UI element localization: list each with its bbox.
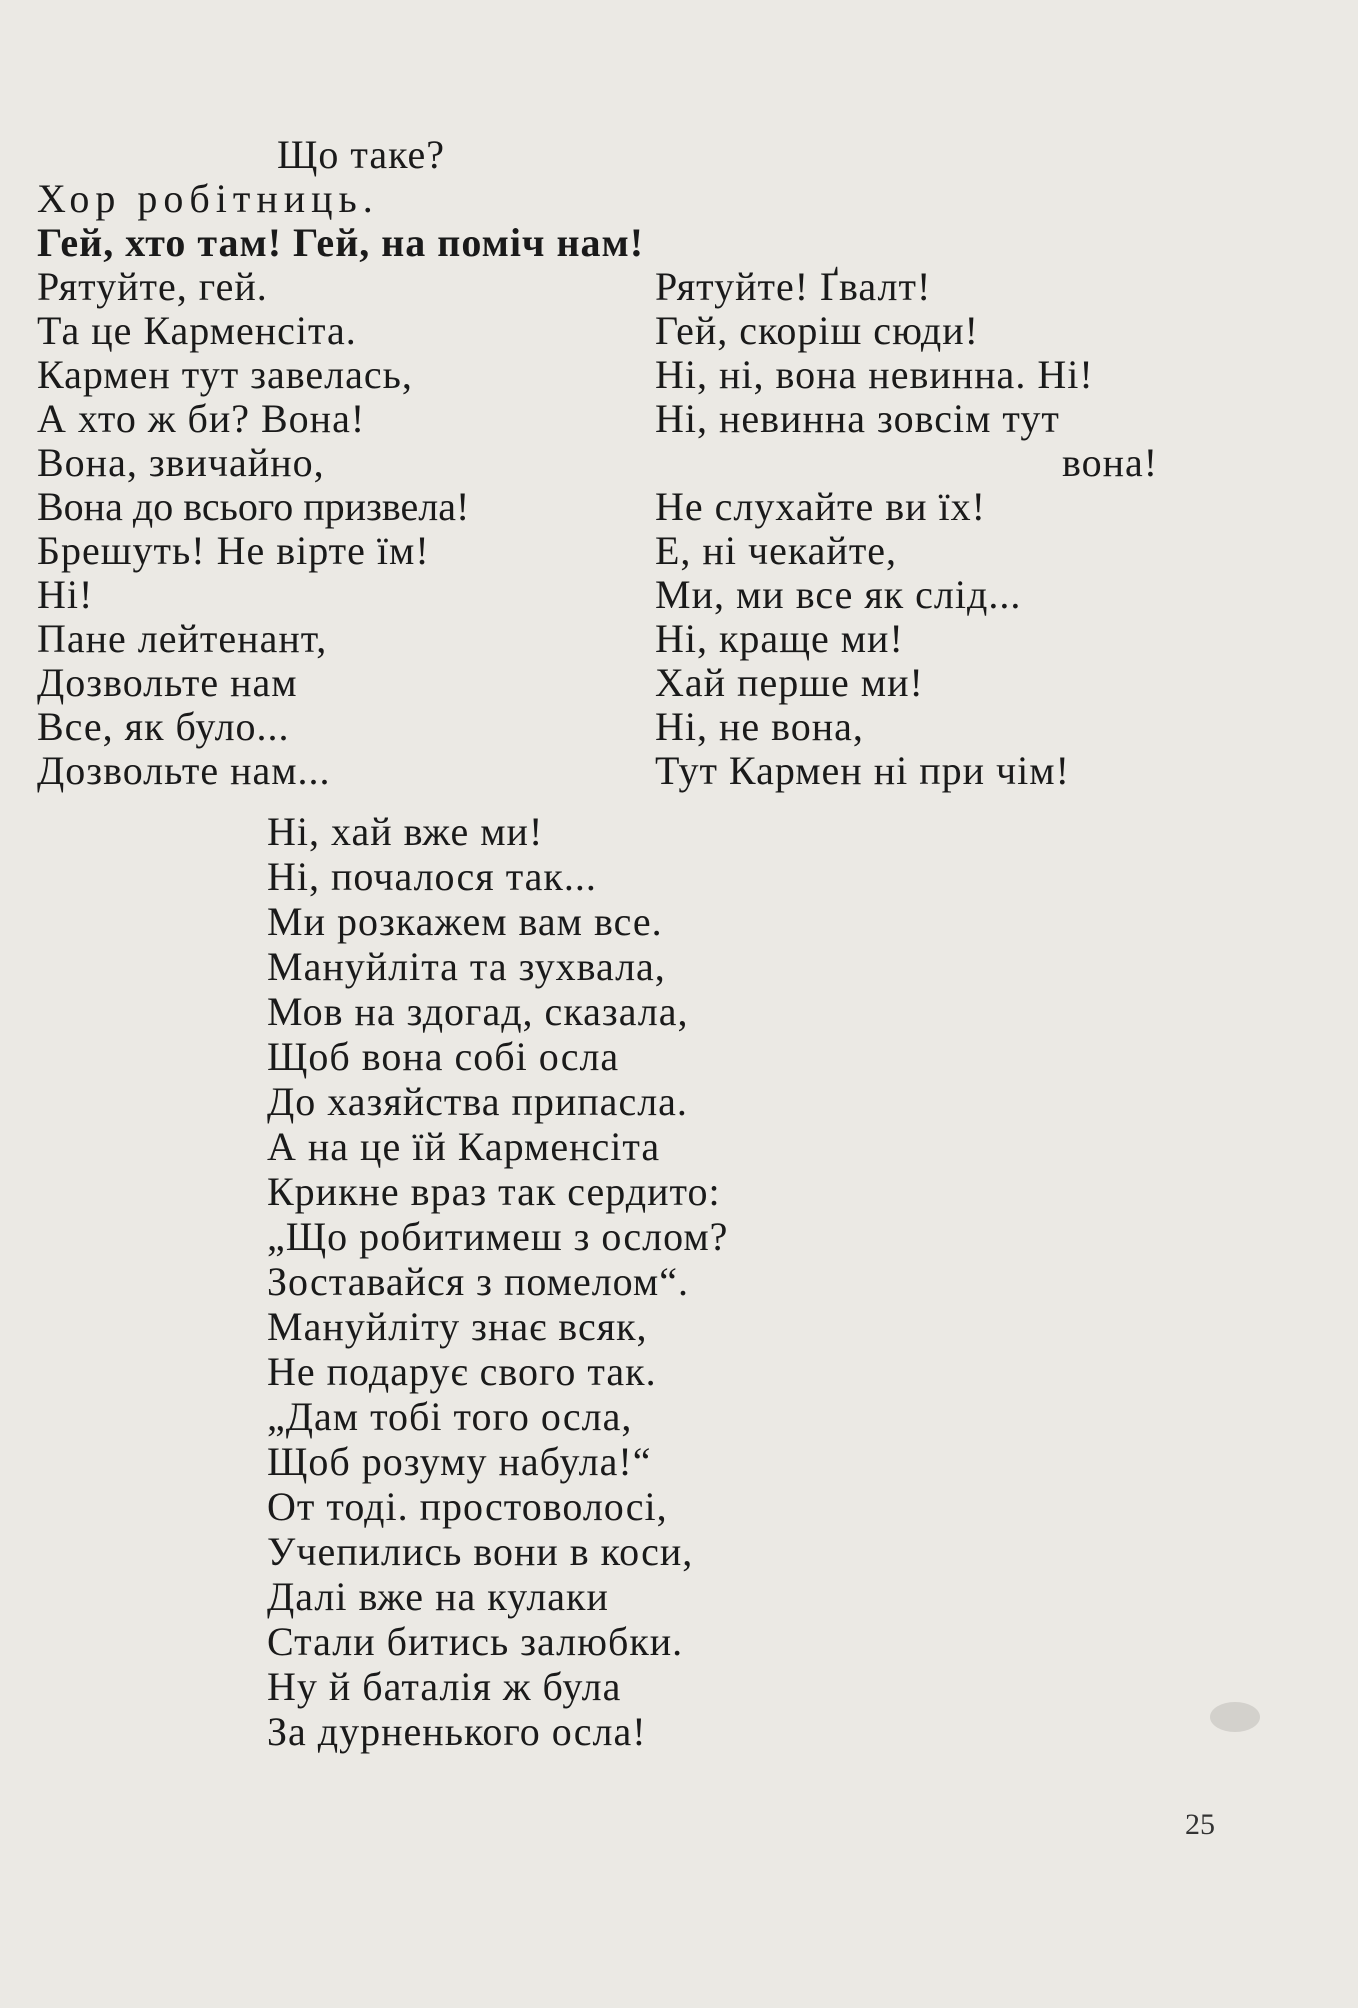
right-line: Ні, не вона, <box>655 704 864 749</box>
left-line: Все, як було... <box>37 704 290 749</box>
story-line: Крикне враз так сердито: <box>267 1169 721 1214</box>
story-line: За дурненького осла! <box>267 1709 647 1754</box>
story-line: От тоді. простоволосі, <box>267 1484 668 1529</box>
story-line: Ми розкажем вам все. <box>267 899 663 944</box>
story-line: Щоб вона собі осла <box>267 1034 620 1079</box>
right-line: Тут Кармен ні при чім! <box>655 748 1070 793</box>
right-line: Ні, ні, вона невинна. Ні! <box>655 352 1094 397</box>
right-line: Хай перше ми! <box>655 660 924 705</box>
left-line: Рятуйте, гей. <box>37 264 268 309</box>
story-line: Щоб розуму набула!“ <box>267 1439 652 1484</box>
left-line: Дозвольте нам... <box>37 748 331 793</box>
story-line: „Що робитимеш з ослом? <box>267 1214 729 1259</box>
story-line: Учепились вони в коси, <box>267 1529 694 1574</box>
left-line: Пане лейтенант, <box>37 616 328 661</box>
right-line: Гей, скоріш сюди! <box>655 308 979 353</box>
chorus-first-line: Гей, хто там! Гей, на поміч нам! <box>37 220 645 265</box>
story-line: Ну й баталія ж була <box>267 1664 622 1709</box>
story-line: Мануйліта та зухвала, <box>267 944 666 989</box>
left-line: Вона, звичайно, <box>37 440 325 485</box>
story-line: До хазяйства припасла. <box>267 1079 688 1124</box>
story-line: „Дам тобі того осла, <box>267 1394 633 1439</box>
story-line: Не подарує свого так. <box>267 1349 657 1394</box>
left-line: Вона до всього призвела! <box>37 484 470 529</box>
left-line: Дозвольте нам <box>37 660 298 705</box>
right-line: Е, ні чекайте, <box>655 528 898 573</box>
story-line: Мов на здогад, сказала, <box>267 989 689 1034</box>
right-line: Ні, невинна зовсім тут <box>655 396 1060 441</box>
story-line: А на це їй Карменсіта <box>267 1124 661 1169</box>
story-line: Ні, хай вже ми! <box>267 809 544 854</box>
left-line: А хто ж би? Вона! <box>37 396 366 441</box>
right-line: Рятуйте! Ґвалт! <box>655 264 932 309</box>
page-number: 25 <box>1185 1808 1215 1841</box>
right-line: Ми, ми все як слід... <box>655 572 1022 617</box>
story-line: Далі вже на кулаки <box>267 1574 609 1619</box>
intro-line: Що таке? <box>277 132 446 177</box>
story-line: Мануйліту знає всяк, <box>267 1304 648 1349</box>
right-line: Ні, краще ми! <box>655 616 904 661</box>
left-line: Брешуть! Не вірте їм! <box>37 528 430 573</box>
left-line: Та це Карменсіта. <box>37 308 357 353</box>
left-line: Ні! <box>37 572 94 617</box>
right-line-continuation: вона! <box>1062 440 1159 485</box>
story-line: Зоставайся з помелом“. <box>267 1259 689 1304</box>
right-line: Не слухайте ви їх! <box>655 484 986 529</box>
story-line: Ні, почалося так... <box>267 854 597 899</box>
chorus-heading: Хор робітниць. <box>37 176 379 221</box>
left-line: Кармен тут завелась, <box>37 352 413 397</box>
ink-smudge <box>1210 1702 1260 1732</box>
story-line: Стали битись залюбки. <box>267 1619 684 1664</box>
